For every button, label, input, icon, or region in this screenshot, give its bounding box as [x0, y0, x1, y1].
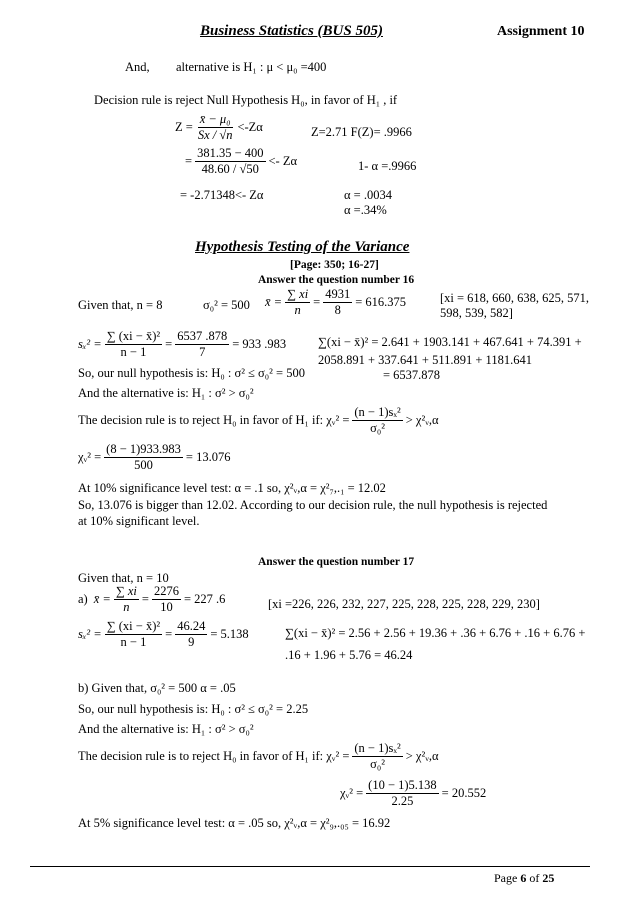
header-assignment: Assignment 10 [497, 24, 585, 39]
eq2-prefix: = [185, 153, 193, 168]
q16-variance-formula [78, 330, 286, 358]
q16-chi-den: 500 [134, 457, 153, 472]
q16-chi-lhs: χᵥ² = [78, 449, 102, 464]
q17-chi-frac [366, 779, 439, 807]
q16-chi-num: (8 − 1)933.983 [106, 442, 181, 456]
q16-rule-frac [352, 406, 402, 434]
page-label: Page [494, 871, 518, 885]
q17-xbar-frac [114, 585, 139, 613]
q17-s2-den: n − 1 [120, 634, 147, 649]
page-reference: [Page: 350; 16-27] [290, 259, 379, 271]
q17-s2-num: ∑ (xi − x̄)² [106, 619, 161, 633]
q17-variance-formula [78, 620, 249, 648]
eq2-rhs: <- Zα [268, 153, 298, 168]
q17-heading: Answer the question number 17 [258, 556, 415, 568]
q17-sum-line-2: .16 + 1.96 + 5.76 = 46.24 [285, 648, 413, 662]
q17-s2-frac [105, 620, 162, 648]
alt-hypothesis: alternative is H₁ : μ < μ₀ =400 [176, 60, 327, 74]
q16-xbar-num2: 4931 [325, 287, 351, 301]
q16-mean-formula [265, 288, 406, 316]
z-den: Sx / √n [197, 127, 233, 142]
q16-rule-rhs: > χ²ᵥ,α [405, 412, 439, 427]
alpha-percent: α =.34% [344, 203, 387, 217]
q17-s2-den2: 9 [188, 634, 195, 649]
q17-mean-formula [78, 585, 225, 613]
z-fraction [196, 113, 235, 141]
q17-s2-mid: = [165, 626, 173, 641]
alt-prefix: And, [125, 60, 150, 74]
q17-sum-line-1: ∑(xi − x̄)² = 2.56 + 2.56 + 19.36 + .36 + 6.76 + .16 + 6.76 + [285, 626, 586, 640]
q17-given: Given that, n = 10 [78, 571, 169, 585]
q16-conclusion-1: So, 13.076 is bigger than 12.02. According to our decision rule, the null hypothesis is rejected [78, 498, 548, 512]
q16-sigma0: σ₀² = 500 [203, 298, 250, 312]
q17-xbar-num2: 2276 [153, 584, 179, 598]
eq2-fraction [195, 147, 265, 175]
q17-b-given: b) Given that, σ₀² = 500 α = .05 [78, 681, 236, 695]
q16-s2-lhs: sₓ² = [78, 336, 102, 351]
q17-xbar-lhs: x̄ = [93, 591, 111, 606]
q16-null-hypothesis: So, our null hypothesis is: H₀ : σ² ≤ σ₀² = 500 [78, 366, 305, 380]
z-formula [175, 113, 263, 141]
q17-a-label: a) [78, 591, 88, 606]
q16-rule-text: The decision rule is to reject H₀ in favor of H₁ if: χᵥ² = [78, 412, 350, 427]
q16-data-list-1: [xi = 618, 660, 638, 625, 571, [440, 291, 590, 305]
q17-xbar-res: = 227 .6 [183, 591, 226, 606]
q16-chi-formula [78, 443, 230, 471]
page-number [494, 872, 554, 884]
q17-alt-hypothesis: And the alternative is: H₁ : σ² > σ₀² [78, 722, 254, 736]
q17-xbar-num: ∑ xi [115, 584, 137, 598]
q16-heading: Answer the question number 16 [258, 274, 415, 286]
q17-significance-test: At 5% significance level test: α = .05 so, χ²ᵥ,α = χ²₉,.₀₅ = 16.92 [78, 816, 391, 830]
q17-chi-den: 2.25 [391, 793, 414, 808]
q17-null-hypothesis: So, our null hypothesis is: H₀ : σ² ≤ σ₀² = 2.25 [78, 702, 309, 716]
q17-rule-num: (n − 1)sₓ² [354, 741, 401, 755]
page-total: 25 [542, 871, 555, 885]
z-rhs: <-Zα [237, 119, 263, 134]
q16-xbar-res: = 616.375 [355, 294, 407, 309]
q16-s2-den2: 7 [199, 344, 206, 359]
q17-rule-den: σ₀² [370, 756, 385, 771]
q17-s2-frac2 [175, 620, 207, 648]
q17-rule-text: The decision rule is to reject H₀ in favor of H₁ if: χᵥ² = [78, 748, 350, 763]
q16-xbar-den2: 8 [334, 302, 341, 317]
q16-sum-line-2: 2058.891 + 337.641 + 511.891 + 1181.641 [318, 353, 532, 367]
q17-s2-res: = 5.138 [210, 626, 249, 641]
z-value: Z=2.71 F(Z)= .9966 [311, 125, 412, 139]
q17-chi-lhs: χᵥ² = [340, 785, 364, 800]
q17-chi-res: = 20.552 [441, 785, 487, 800]
q16-s2-num: ∑ (xi − x̄)² [106, 329, 161, 343]
q16-s2-num2: 6537 .878 [177, 329, 228, 343]
q17-chi-formula [340, 779, 486, 807]
q16-s2-mid: = [165, 336, 173, 351]
q16-decision-rule [78, 406, 439, 434]
q16-rule-num: (n − 1)sₓ² [354, 405, 401, 419]
q16-sum-line-1: ∑(xi − x̄)² = 2.641 + 1903.141 + 467.641 + 74.391 + [318, 335, 582, 349]
q17-s2-num2: 46.24 [177, 619, 206, 633]
decision-rule-text: Decision rule is reject Null Hypothesis H₀, in favor of H₁ , if [94, 93, 398, 107]
q17-xbar-den: n [123, 599, 130, 614]
q17-rule-frac [352, 742, 402, 770]
q16-xbar-mid: = [313, 294, 321, 309]
section-heading: Hypothesis Testing of the Variance [195, 239, 410, 255]
q16-xbar-den: n [294, 302, 301, 317]
q17-xbar-den2: 10 [160, 599, 173, 614]
q17-chi-num: (10 − 1)5.138 [368, 778, 437, 792]
q16-chi-frac [104, 443, 183, 471]
q16-xbar-lhs: x̄ = [265, 294, 283, 309]
q16-data-list-2: 598, 539, 582] [440, 306, 513, 320]
q16-sum-line-3: = 6537.878 [383, 368, 441, 382]
eq2-num: 381.35 − 400 [197, 146, 264, 160]
q16-s2-den: n − 1 [120, 344, 147, 359]
q17-decision-rule [78, 742, 439, 770]
z-num: x̄ − μ₀ [199, 112, 231, 126]
q16-s2-res: = 933 .983 [232, 336, 287, 351]
q16-alt-hypothesis: And the alternative is: H₁ : σ² > σ₀² [78, 386, 254, 400]
q16-conclusion-2: at 10% significant level. [78, 514, 200, 528]
q17-data-list: [xi =226, 226, 232, 227, 225, 228, 225, 228, 229, 230] [268, 597, 540, 611]
q16-xbar-frac2 [323, 288, 352, 316]
q16-s2-frac [105, 330, 162, 358]
q17-xbar-frac2 [152, 585, 181, 613]
q16-xbar-num: ∑ xi [287, 287, 309, 301]
q16-s2-frac2 [175, 330, 229, 358]
one-minus-alpha: 1- α =.9966 [358, 159, 417, 173]
z-result: = -2.71348<- Zα [180, 188, 264, 202]
q16-given: Given that, n = 8 [78, 298, 163, 312]
q16-rule-den: σ₀² [370, 420, 385, 435]
q16-significance-test: At 10% significance level test: α = .1 so, χ²ᵥ,α = χ²₇,.₁ = 12.02 [78, 481, 386, 495]
q17-s2-lhs: sₓ² = [78, 626, 102, 641]
page-current: 6 [520, 871, 527, 885]
header-title: Business Statistics (BUS 505) [200, 23, 383, 39]
page-of: of [529, 871, 540, 885]
q16-chi-res: = 13.076 [185, 449, 231, 464]
z-lhs: Z = [175, 119, 193, 134]
q16-xbar-frac [285, 288, 310, 316]
q17-xbar-mid: = [141, 591, 149, 606]
alpha-value: α = .0034 [344, 188, 392, 202]
footer-divider [30, 866, 590, 867]
z-substitution [185, 147, 297, 175]
eq2-den: 48.60 / √50 [201, 161, 259, 176]
q17-rule-rhs: > χ²ᵥ,α [405, 748, 439, 763]
